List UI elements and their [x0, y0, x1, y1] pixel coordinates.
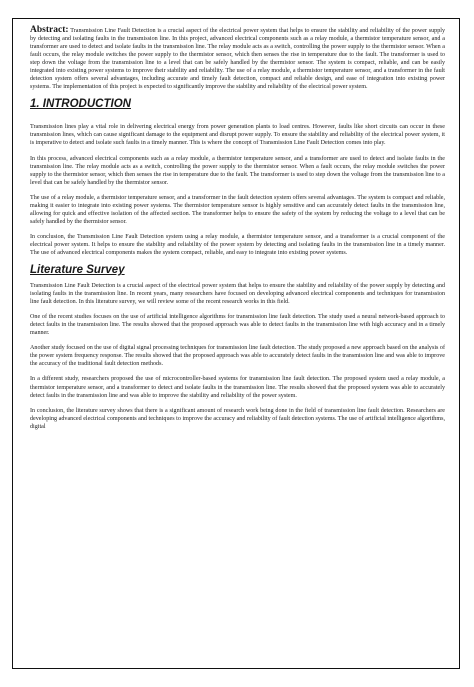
document-page [12, 18, 460, 669]
lit-paragraph-4: In a different study, researchers proposed the use of microcontroller-based systems for transmission line fault detection. The proposed system used a relay module, a thermistor temperature sensor, and a transformer to detect and isolate faults in the transmission line. The results showed that the proposed system was able to accurately detect faults in the transmission line and was able to improve the stability and reliability of the power system. [30, 376, 445, 399]
lit-paragraph-2: One of the recent studies focuses on the use of artificial intelligence algorithms for transmission line fault detection. The study used a neural network-based approach to detect faults in the transmission line. The results showed that the proposed approach was able to detect faults in the transmission line with high accuracy and in a timely manner. [30, 314, 445, 337]
literature-survey-heading: Literature Survey [30, 264, 125, 277]
lit-paragraph-5: In conclusion, the literature survey shows that there is a significant amount of research work being done in the field of transmission line fault detection. Researchers are developing advanced electrical components and techniques to improve the accuracy and reliability of fault detection systems. The use of artificial intelligence algorithms, digital [30, 407, 445, 430]
intro-paragraph-2: In this process, advanced electrical components such as a relay module, a thermistor temperature sensor, and a transformer are used to detect and isolate faults in the transmission line. The relay module acts as a switch, controlling the power supply to the thermistor sensor. When a fault occurs, the relay module switches the power supply to the thermistor sensor, which then senses the rise in temperature due to the fault. The transformer is used to step down the voltage from the transmission line to a level that can be safely handled by the thermistor sensor. [30, 155, 445, 186]
lit-paragraph-3: Another study focused on the use of digital signal processing techniques for transmission line fault detection. The study proposed a new approach based on the analysis of the power system frequency response. The results showed that the proposed approach was able to accurately detect faults in the transmission line and was able to improve the accuracy of the traditional fault detection methods. [30, 345, 446, 368]
introduction-heading: 1. INTRODUCTION [30, 98, 131, 111]
intro-paragraph-1: Transmission lines play a vital role in delivering electrical energy from power generation plants to load centres. However, faults like short circuits can occur in these transmission lines, which can cause significant damage to the equipment and disrupt power supply. To ensure the stability and reliability of the electrical power system, it is imperative to detect and isolate such faults in a timely manner. This is where the concept of Transmission Line Fault Detection comes into play. [30, 124, 445, 147]
intro-paragraph-3: The use of a relay module, a thermistor temperature sensor, and a transformer in the fault detection system offers several advantages. The system is compact and reliable, making it easier to integrate into existing power systems. The thermistor temperature sensor is highly sensitive and can accurately detect faults in the transmission line, allowing for quick and effective isolation of the affected section. The transformer helps to ensure the safety of the system by reducing the voltage to a level that can be safely handled by the thermistor sensor. [30, 194, 445, 225]
abstract-label: Abstract: [30, 25, 69, 35]
lit-paragraph-1: Transmission Line Fault Detection is a crucial aspect of the electrical power system that helps to ensure the stability and reliability of the power supply by detecting and isolating faults in the transmission line. In recent years, many researchers have focused on developing advanced electrical components and techniques for transmission line fault detection. In this literature survey, we will review some of the recent research works in this field. [30, 283, 445, 306]
abstract-text: Transmission Line Fault Detection is a crucial aspect of the electrical power system that helps to ensure the stability and reliability of the power supply by detecting and isolating faults in the transmission line. In this project, advanced electrical components such as a relay module, a thermistor temperature sensor, and a transformer are used to detect and isolate faults in the transmission line. The relay module acts as a switch, controlling the power supply to the thermistor sensor. When a fault occurs, the relay module switches the power supply to the thermistor sensor, which then senses the rise in temperature due to the fault. The transformer is used to step down the voltage from the transmission line to a level that can be safely handled by the thermistor sensor. The system is compact, reliable, and can be easily integrated into existing power systems to improve their stability and reliability. The use of a relay module, a thermistor temperature sensor, and a transformer in the fault detection system offers several advantages, including accurate and timely fault detection, compact and reliable design, and ease of integration into existing power systems. The implementation of this project is expected to significantly improve the stability and reliability of the electrical power system. [30, 28, 445, 91]
intro-paragraph-4: In conclusion, the Transmission Line Fault Detection system using a relay module, a thermistor temperature sensor, and a transformer is a crucial component of the electrical power system. It helps to ensure the stability and reliability of the power system by detecting and isolating faults in the transmission line in a timely manner. The use of advanced electrical components makes the system compact, reliable, and easy to integrate into existing power systems. [30, 233, 445, 256]
abstract-paragraph [30, 26, 445, 91]
